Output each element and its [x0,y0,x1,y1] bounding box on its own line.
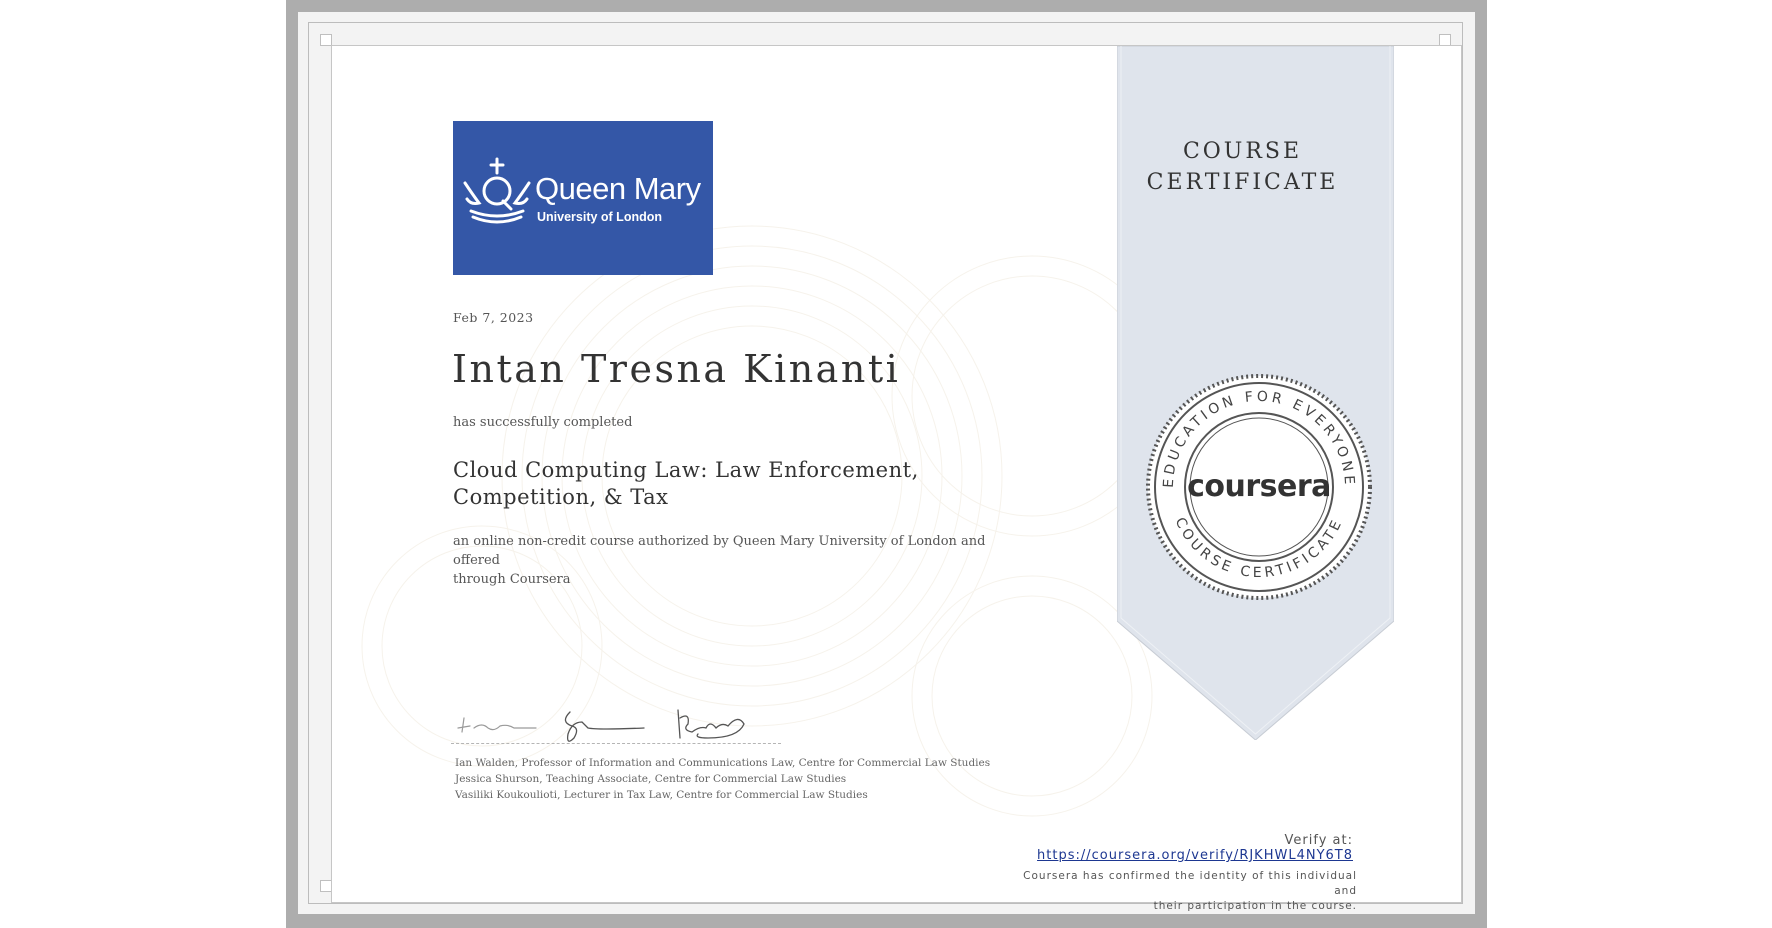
course-title-line: Cloud Computing Law: Law Enforcement, [453,458,919,482]
ribbon-title-line: COURSE [1182,139,1303,164]
coursera-seal [1145,373,1373,601]
signer-name: Vasiliki Koukoulioti, Lecturer in Tax Law, Centre for Commercial Law Studies [455,789,868,801]
course-title-line: Competition, & Tax [453,485,669,509]
crown-icon [459,155,535,231]
certificate-frame [286,0,1487,928]
completion-text: has successfully completed [453,415,633,430]
signatures [448,698,778,748]
university-logo [453,121,713,275]
signer-list [455,755,990,803]
verify-label: Verify at: [1284,833,1353,848]
logo-title: Queen Mary [535,171,701,206]
seal-brand: coursera [1187,469,1331,504]
signature-line [451,743,781,744]
outer-border [308,22,1463,912]
ribbon-title [1117,136,1368,198]
signer-name: Jessica Shurson, Teaching Associate, Centre for Commercial Law Studies [455,773,847,785]
seal-bottom-text: COURSE CERTIFICATE [1171,515,1347,582]
signature-walden [458,718,536,732]
signature-shurson [565,712,644,741]
verify-link[interactable]: https://coursera.org/verify/RJKHWL4NY6T8 [1037,848,1353,863]
logo-subtitle: University of London [537,210,662,224]
course-title [453,457,973,511]
signature-koukoulioti [678,710,744,738]
signer-name: Ian Walden, Professor of Information and Communications Law, Centre for Commercial Law Studies [455,757,991,769]
recipient-name: Intan Tresna Kinanti [452,347,901,391]
confirmation-line: Coursera has confirmed the identity of this individual and [1023,870,1357,897]
course-description [453,532,1013,589]
certificate-paper [298,12,1475,914]
issue-date: Feb 7, 2023 [453,310,534,325]
seal-top-text: EDUCATION FOR EVERYONE [1160,388,1358,489]
confirmation-line: their participation in the course. [1153,900,1357,912]
ribbon-title-line: CERTIFICATE [1146,170,1339,195]
description-line: through Coursera [453,572,571,587]
description-line: an online non-credit course authorized by Queen Mary University of London and offered [453,534,986,568]
identity-confirmation [997,869,1357,914]
certificate-body [331,45,1462,912]
